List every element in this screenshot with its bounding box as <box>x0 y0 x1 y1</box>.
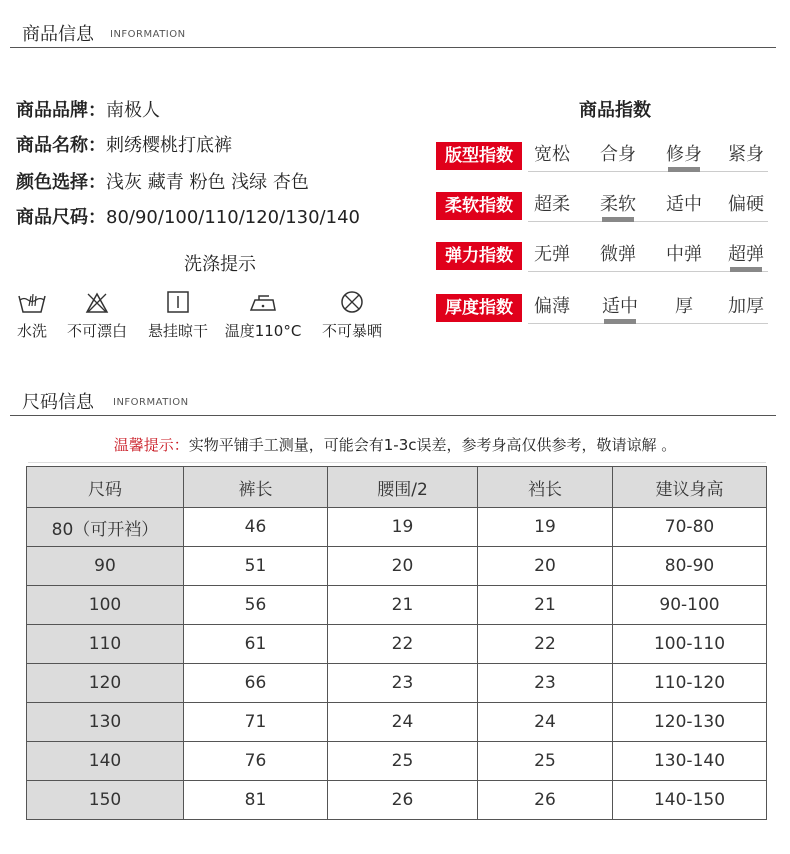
table-row <box>27 547 767 586</box>
table-cell: 70-80 <box>613 508 767 547</box>
table-cell: 22 <box>478 625 613 664</box>
table-row <box>27 586 767 625</box>
index-tag: 版型指数 <box>436 142 522 170</box>
table-cell: 130-140 <box>613 742 767 781</box>
section-title: 商品信息 <box>22 24 94 45</box>
index-option: 偏薄 <box>534 296 570 317</box>
index-option: 加厚 <box>728 296 764 317</box>
index-option: 中弹 <box>666 244 702 265</box>
info-label: 商品品牌： <box>16 100 106 121</box>
table-cell: 24 <box>328 703 478 742</box>
table-cell: 140-150 <box>613 781 767 820</box>
index-row-thickness <box>436 292 776 326</box>
size-info-header <box>0 368 790 418</box>
table-cell: 26 <box>478 781 613 820</box>
product-info-header <box>0 0 790 50</box>
no-bleach-icon <box>83 288 111 316</box>
divider <box>10 415 776 416</box>
table-row <box>27 703 767 742</box>
table-row <box>27 625 767 664</box>
table-cell: 120 <box>27 664 184 703</box>
table-cell: 140 <box>27 742 184 781</box>
table-cell: 20 <box>478 547 613 586</box>
wash-title: 洗涤提示 <box>184 254 256 275</box>
index-option: 修身 <box>666 144 702 165</box>
table-row <box>27 742 767 781</box>
table-row <box>27 664 767 703</box>
info-sizes <box>16 203 360 229</box>
column-header: 裆长 <box>478 467 613 508</box>
table-cell: 110 <box>27 625 184 664</box>
size-table <box>26 466 767 820</box>
table-cell: 23 <box>478 664 613 703</box>
table-cell: 80-90 <box>613 547 767 586</box>
index-option: 超柔 <box>534 194 570 215</box>
table-cell: 130 <box>27 703 184 742</box>
index-selected-marker <box>604 319 636 324</box>
table-cell: 150 <box>27 781 184 820</box>
table-cell: 90 <box>27 547 184 586</box>
table-row <box>27 781 767 820</box>
column-header: 腰围/2 <box>328 467 478 508</box>
table-cell: 20 <box>328 547 478 586</box>
table-cell: 26 <box>328 781 478 820</box>
index-option: 无弹 <box>534 244 570 265</box>
iron-icon <box>247 288 279 316</box>
info-name <box>16 131 232 157</box>
divider <box>10 47 776 48</box>
column-header: 尺码 <box>27 467 184 508</box>
table-cell: 21 <box>328 586 478 625</box>
table-cell: 81 <box>184 781 328 820</box>
index-option: 微弹 <box>600 244 636 265</box>
table-cell: 80（可开裆） <box>27 508 184 547</box>
index-title: 商品指数 <box>579 100 651 121</box>
table-cell: 110-120 <box>613 664 767 703</box>
index-row-elasticity <box>436 240 776 274</box>
table-cell: 71 <box>184 703 328 742</box>
care-item-wash <box>12 288 52 341</box>
care-label: 不可暴晒 <box>321 322 382 340</box>
index-option: 适中 <box>602 296 638 317</box>
table-cell: 51 <box>184 547 328 586</box>
index-option: 厚 <box>675 296 693 317</box>
info-label: 颜色选择： <box>16 172 106 193</box>
table-cell: 46 <box>184 508 328 547</box>
care-label: 温度110°C <box>224 322 302 340</box>
care-label: 不可漂白 <box>66 322 127 340</box>
care-item-no-sun-dry <box>316 288 388 341</box>
table-cell: 90-100 <box>613 586 767 625</box>
index-selected-marker <box>730 267 762 272</box>
index-option: 适中 <box>666 194 702 215</box>
table-cell: 61 <box>184 625 328 664</box>
table-cell: 25 <box>328 742 478 781</box>
index-option: 合身 <box>600 144 636 165</box>
care-label: 水洗 <box>16 322 47 340</box>
index-tag: 柔软指数 <box>436 192 522 220</box>
table-cell: 56 <box>184 586 328 625</box>
index-option: 超弹 <box>728 244 764 265</box>
hand-wash-icon <box>17 288 47 316</box>
index-baseline <box>528 221 768 222</box>
care-item-hang-dry <box>143 288 213 341</box>
info-brand <box>16 96 160 122</box>
index-option: 柔软 <box>600 194 636 215</box>
info-value: 浅灰 藏青 粉色 浅绿 杏色 <box>106 172 309 193</box>
table-cell: 100-110 <box>613 625 767 664</box>
index-option: 紧身 <box>728 144 764 165</box>
notice-prefix: 温馨提示： <box>113 436 189 454</box>
index-row-fit <box>436 140 776 174</box>
info-colors <box>16 168 309 194</box>
column-header: 裤长 <box>184 467 328 508</box>
index-tag: 弹力指数 <box>436 242 522 270</box>
index-option: 宽松 <box>534 144 570 165</box>
notice-text: 实物平铺手工测量，可能会有1-3c误差，参考身高仅供参考，敬请谅解 。 <box>188 436 677 454</box>
notice-divider <box>28 462 766 463</box>
info-label: 商品名称： <box>16 135 106 156</box>
care-item-iron <box>222 288 304 341</box>
info-value: 80/90/100/110/120/130/140 <box>106 207 360 228</box>
table-header-row <box>27 467 767 508</box>
hang-dry-icon <box>165 288 191 316</box>
index-baseline <box>528 171 768 172</box>
info-value: 刺绣樱桃打底裤 <box>106 135 232 156</box>
care-label: 悬挂晾干 <box>147 322 208 340</box>
index-tag: 厚度指数 <box>436 294 522 322</box>
table-cell: 24 <box>478 703 613 742</box>
table-cell: 23 <box>328 664 478 703</box>
info-value: 南极人 <box>106 100 160 121</box>
column-header: 建议身高 <box>613 467 767 508</box>
table-cell: 66 <box>184 664 328 703</box>
notice <box>0 434 790 455</box>
section-subtitle: INFORMATION <box>110 29 186 40</box>
section-title: 尺码信息 <box>22 392 94 413</box>
table-row <box>27 508 767 547</box>
index-row-softness <box>436 190 776 224</box>
info-label: 商品尺码： <box>16 207 106 228</box>
table-cell: 120-130 <box>613 703 767 742</box>
table-cell: 19 <box>328 508 478 547</box>
no-sun-dry-icon <box>338 288 366 316</box>
table-cell: 22 <box>328 625 478 664</box>
care-item-no-bleach <box>62 288 132 341</box>
table-cell: 25 <box>478 742 613 781</box>
table-cell: 100 <box>27 586 184 625</box>
section-subtitle: INFORMATION <box>113 397 189 408</box>
index-selected-marker <box>668 167 700 172</box>
table-cell: 19 <box>478 508 613 547</box>
table-cell: 76 <box>184 742 328 781</box>
index-option: 偏硬 <box>728 194 764 215</box>
index-selected-marker <box>602 217 634 222</box>
table-cell: 21 <box>478 586 613 625</box>
index-baseline <box>528 323 768 324</box>
